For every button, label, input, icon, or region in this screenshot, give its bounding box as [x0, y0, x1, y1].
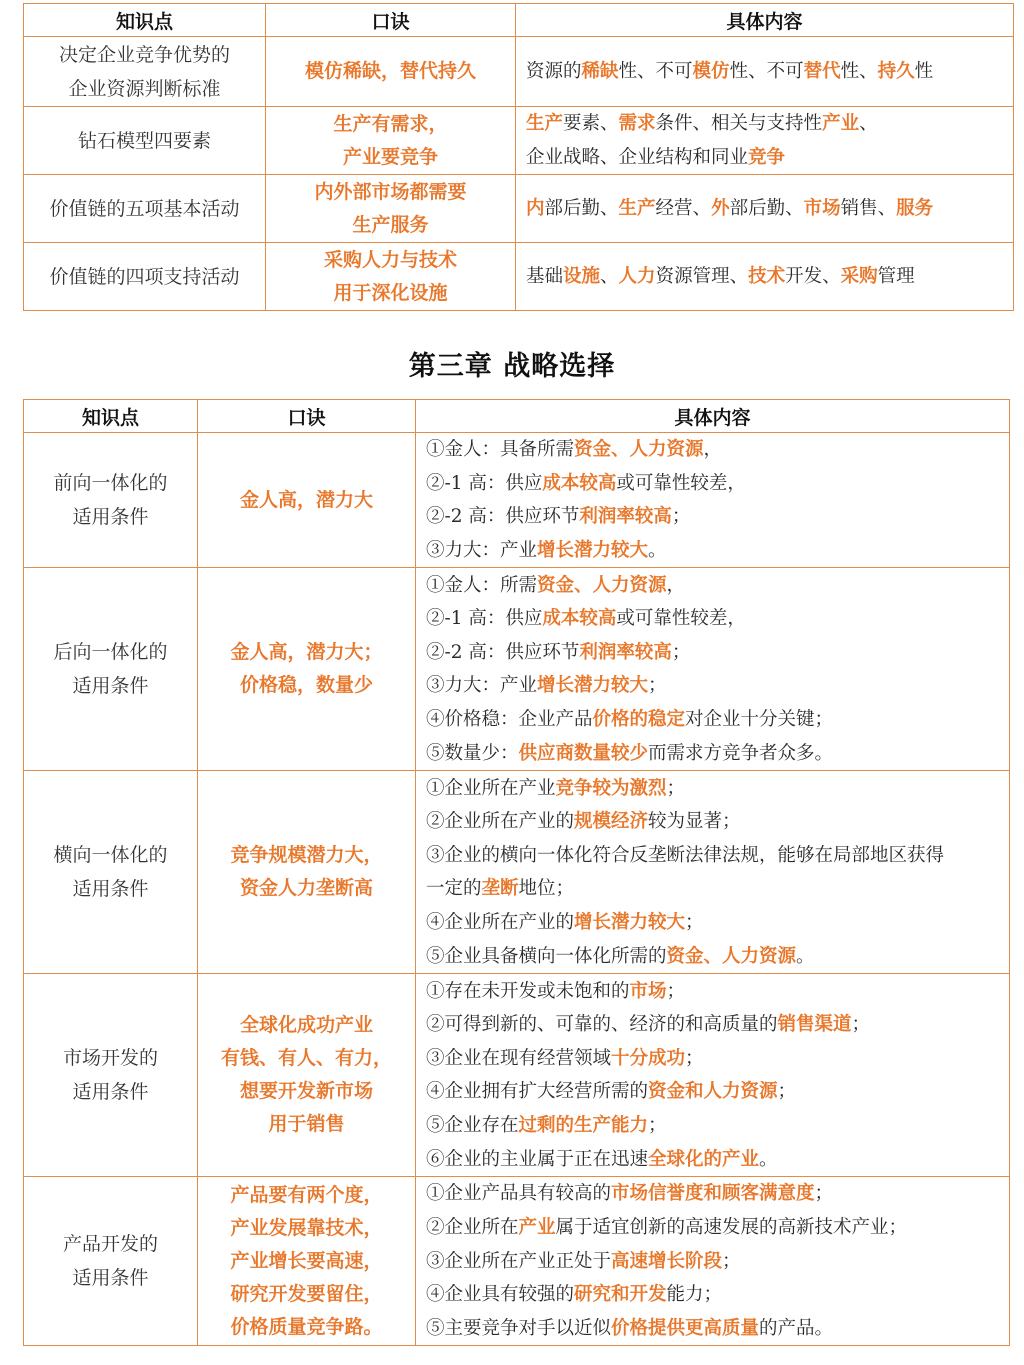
content-text: 部后勤、 [544, 197, 619, 219]
table-row [24, 433, 1010, 568]
content-text: 管理 [877, 265, 915, 287]
topic-line: 适用条件 [72, 1081, 149, 1104]
highlight-text: 模仿 [692, 60, 730, 82]
content-line [426, 1177, 1009, 1211]
content-line [426, 805, 1009, 839]
content-text: 的产品。 [759, 1317, 834, 1339]
highlight-text: 资金和人力资源 [648, 1081, 778, 1103]
content-line [426, 1312, 1009, 1346]
mnemonic-line: 产品要有两个度， [230, 1183, 383, 1206]
highlight-text: 需求 [618, 113, 656, 134]
mnemonic-cell [198, 1177, 416, 1346]
content-text: ④价格稳：企业产品 [426, 708, 593, 730]
highlight-text: 竞争较为激烈 [555, 777, 667, 799]
topic-line: 价值链的四项支持活动 [49, 265, 240, 288]
mnemonic-line: 产业发展靠技术， [230, 1216, 383, 1239]
content-line [526, 260, 1013, 294]
topic-line: 后向一体化的 [53, 641, 168, 664]
topic-cell [24, 433, 198, 568]
content-text: 经营、 [655, 197, 712, 219]
highlight-text: 资金、人力资源 [574, 439, 704, 460]
mnemonic-line: 金人高，潜力大； [230, 641, 383, 664]
content-line [426, 1075, 1009, 1109]
content-text: ⑤主要竞争对手以近似 [426, 1317, 612, 1339]
header-topic: 知识点 [24, 4, 266, 37]
mnemonic-cell [198, 433, 416, 568]
highlight-text: 产业 [518, 1216, 556, 1238]
topic-cell [24, 1177, 198, 1346]
content-text: ②企业所在 [426, 1216, 519, 1238]
topic-line: 钻石模型四要素 [77, 129, 211, 152]
topic-line: 适用条件 [72, 675, 149, 698]
topic-line: 适用条件 [72, 878, 149, 901]
content-text: ④企业所在产业的 [426, 911, 575, 933]
topic-line: 价值链的五项基本活动 [49, 197, 240, 220]
mnemonic-line: 资金人力垄断高 [239, 877, 373, 900]
content-text: ③企业的横向一体化符合反垄断法律法规，能够在局部地区获得 [426, 844, 945, 866]
highlight-text: 市场 [803, 197, 841, 219]
content-text: ②-1 高：供应 [426, 608, 543, 630]
content-line [426, 703, 1009, 737]
content-line [426, 839, 1009, 873]
highlight-text: 规模经济 [574, 811, 649, 833]
highlight-text: 采购 [840, 265, 878, 287]
content-text: 性、不可 [618, 60, 693, 82]
highlight-text: 设施 [563, 265, 601, 287]
content-line [526, 107, 1013, 141]
content-text: ②可得到新的、可靠的、经济的和高质量的 [426, 1014, 778, 1036]
content-text: ①企业所在产业 [426, 777, 556, 799]
content-text: ④企业具有较强的 [426, 1284, 575, 1306]
content-text: ①企业产品具有较高的 [426, 1183, 612, 1205]
highlight-text: 市场 [629, 980, 667, 1002]
highlight-text: 供应商数量较少 [518, 742, 649, 764]
highlight-text: 高速增长阶段 [611, 1250, 723, 1272]
content-text: 条件、相关与支持性 [655, 113, 823, 134]
highlight-text: 利润率较高 [579, 641, 672, 663]
content-line [426, 872, 1009, 906]
highlight-text: 内 [526, 197, 545, 219]
topic-line: 适用条件 [72, 506, 149, 529]
content-text: ； [851, 1014, 871, 1036]
content-cell [516, 175, 1014, 243]
highlight-text: 垄断 [481, 878, 519, 900]
content-line [426, 906, 1009, 940]
content-line [426, 1042, 1009, 1076]
content-cell [516, 243, 1014, 311]
content-line [526, 192, 1013, 226]
content-text: 、 [859, 113, 878, 134]
content-text: 能力； [666, 1284, 723, 1306]
content-text: 或可靠性较差， [616, 608, 746, 630]
highlight-text: 竞争 [748, 146, 786, 168]
content-text: 部后勤、 [729, 197, 804, 219]
content-text: ； [666, 777, 686, 799]
content-text: ； [648, 1114, 667, 1136]
highlight-text: 外 [711, 197, 730, 219]
highlight-text: 增长潜力较大 [537, 539, 649, 561]
content-line [426, 433, 1009, 467]
table-row [24, 568, 1010, 771]
topic-cell [24, 175, 266, 243]
table-row [24, 37, 1014, 107]
content-text: ①金人：具备所需 [426, 439, 575, 460]
highlight-text: 产业 [822, 113, 860, 134]
content-text: 性、不可 [729, 60, 804, 82]
content-text: 较为显著； [648, 811, 741, 833]
topic-line: 适用条件 [72, 1267, 149, 1290]
content-text: ⑤企业存在 [426, 1114, 519, 1136]
content-text: ①存在未开发或未饱和的 [426, 980, 630, 1002]
highlight-text: 生产 [618, 197, 656, 219]
content-text: ②-2 高：供应环节 [426, 506, 580, 528]
content-line [426, 636, 1009, 670]
content-text: ④企业拥有扩大经营所需的 [426, 1081, 649, 1103]
content-text: 、 [600, 265, 619, 287]
content-text: ①金人：所需 [426, 574, 538, 596]
mnemonic-cell [266, 175, 516, 243]
content-text: 要素、 [563, 113, 619, 134]
content-cell [416, 771, 1010, 974]
highlight-text: 增长潜力较大 [537, 675, 649, 697]
content-text: 开发、 [785, 265, 841, 287]
topic-cell [24, 243, 266, 311]
content-text: 对企业十分关键； [685, 708, 834, 730]
mnemonic-cell [266, 107, 516, 175]
topic-cell [24, 974, 198, 1177]
highlight-text: 人力 [618, 265, 656, 287]
content-text: 而需求方竞争者众多。 [648, 742, 834, 764]
content-text: 属于适宜创新的高速发展的高新技术产业； [555, 1216, 908, 1238]
table-row [24, 1177, 1010, 1346]
highlight-text: 利润率较高 [579, 506, 672, 528]
table-header-row [24, 400, 1010, 433]
content-text: 地位； [518, 878, 575, 900]
content-text: ③力大：产业 [426, 539, 538, 561]
content-text: ③企业在现有经营领域 [426, 1047, 612, 1069]
mnemonic-line: 用于深化设施 [333, 281, 448, 304]
highlight-text: 增长潜力较大 [574, 911, 686, 933]
content-text: ②企业所在产业的 [426, 811, 575, 833]
content-line [426, 569, 1009, 603]
chapter-title: 第三章 战略选择 [408, 351, 616, 382]
content-line [426, 940, 1009, 974]
content-text: ③企业所在产业正处于 [426, 1250, 612, 1272]
mnemonic-line: 竞争规模潜力大， [230, 844, 383, 867]
content-text: ； [666, 980, 686, 1002]
highlight-text: 价格提供更高质量 [611, 1317, 760, 1339]
topic-cell [24, 771, 198, 974]
mnemonic-line: 产业要竞争 [342, 145, 438, 168]
content-text: ⑤数量少： [426, 742, 519, 764]
highlight-text: 成本较高 [542, 472, 617, 494]
highlight-text: 研究和开发 [574, 1284, 667, 1306]
content-text: ； [777, 1081, 797, 1103]
content-text: ； [685, 1047, 704, 1069]
header-content: 具体内容 [416, 400, 1010, 433]
content-line [426, 772, 1009, 806]
content-text: ③力大：产业 [426, 675, 538, 697]
content-text: 或可靠性较差， [616, 472, 746, 494]
table-row [24, 175, 1014, 243]
topic-line: 市场开发的 [62, 1047, 158, 1070]
topic-cell [24, 107, 266, 175]
topic-line: 横向一体化的 [53, 844, 168, 867]
highlight-text: 生产 [526, 113, 564, 134]
mnemonic-line: 全球化成功产业 [239, 1014, 373, 1037]
content-text: ⑤企业具备横向一体化所需的 [426, 945, 667, 967]
mnemonic-line: 价格质量竞争路。 [230, 1315, 383, 1338]
content-line [426, 737, 1009, 771]
topic-line: 决定企业竞争优势的 [58, 43, 230, 66]
content-text: 性、 [840, 60, 878, 82]
topic-line: 前向一体化的 [53, 472, 168, 495]
content-text: 基础 [526, 265, 564, 287]
topic-cell [24, 37, 266, 107]
content-line [526, 141, 1013, 175]
content-text: ； [671, 641, 691, 663]
highlight-text: 服务 [896, 197, 934, 219]
header-content: 具体内容 [516, 4, 1014, 37]
content-line [426, 975, 1009, 1009]
mnemonic-line: 产业增长要高速， [230, 1249, 383, 1272]
content-text: ②-2 高：供应环节 [426, 641, 580, 663]
mnemonic-line: 想要开发新市场 [239, 1080, 373, 1103]
mnemonic-cell [198, 771, 416, 974]
mnemonic-line: 模仿稀缺，替代持久 [304, 60, 476, 82]
mnemonic-cell [198, 974, 416, 1177]
table-row [24, 243, 1014, 311]
content-text: 。 [796, 945, 815, 967]
highlight-text: 替代 [803, 60, 841, 82]
content-text: 销售、 [840, 197, 897, 219]
mnemonic-cell [266, 243, 516, 311]
content-text: 资源管理、 [655, 265, 749, 287]
mnemonic-cell [266, 37, 516, 107]
content-text: ； [722, 1250, 741, 1272]
content-cell [416, 1177, 1010, 1346]
content-text: 。 [759, 1148, 778, 1170]
content-text: 资源的 [526, 60, 582, 82]
content-line [426, 1008, 1009, 1042]
content-cell [516, 37, 1014, 107]
topic-line: 企业资源判断标准 [68, 77, 221, 100]
content-cell [416, 568, 1010, 771]
content-text: ； [685, 911, 704, 933]
mnemonic-cell [198, 568, 416, 771]
content-text: ， [666, 574, 686, 596]
mnemonic-line: 价格稳，数量少 [239, 674, 373, 697]
mnemonic-line: 采购人力与技术 [323, 248, 457, 271]
table-row [24, 974, 1010, 1177]
highlight-text: 持久 [877, 60, 915, 82]
highlight-text: 全球化的产业 [648, 1148, 760, 1170]
content-text: ； [671, 506, 691, 528]
mnemonic-line: 内外部市场都需要 [314, 180, 467, 203]
header-mnemonic: 口诀 [198, 400, 416, 433]
resource-table [23, 3, 1014, 311]
content-cell [516, 107, 1014, 175]
highlight-text: 市场信誉度和顾客满意度 [611, 1183, 815, 1205]
mnemonic-line: 生产服务 [352, 213, 429, 236]
mnemonic-line: 用于销售 [268, 1113, 345, 1136]
content-text: 一定的 [426, 878, 482, 900]
mnemonic-line: 研究开发要留住， [230, 1282, 383, 1305]
highlight-text: 价格的稳定 [592, 708, 686, 730]
content-text: 企业战略、企业结构和同业 [526, 146, 749, 168]
table-row [24, 107, 1014, 175]
table-header-row [24, 4, 1014, 37]
content-line [426, 1245, 1009, 1279]
content-line [426, 534, 1009, 568]
content-line [426, 1109, 1009, 1143]
highlight-text: 销售渠道 [777, 1014, 852, 1036]
highlight-text: 资金、人力资源 [537, 574, 667, 596]
content-text: 性 [914, 60, 934, 82]
highlight-text: 技术 [748, 265, 786, 287]
mnemonic-line: 有钱、有人、有力， [220, 1047, 392, 1070]
content-line [426, 500, 1009, 534]
content-line [426, 1211, 1009, 1245]
highlight-text: 稀缺 [581, 60, 619, 82]
content-line [426, 669, 1009, 703]
content-line [426, 602, 1009, 636]
content-text: ； [814, 1183, 834, 1205]
header-mnemonic: 口诀 [266, 4, 516, 37]
highlight-text: 成本较高 [542, 608, 617, 630]
highlight-text: 资金、人力资源 [666, 945, 797, 967]
strategy-table [23, 399, 1010, 1346]
content-line [426, 1278, 1009, 1312]
highlight-text: 十分成功 [611, 1047, 686, 1069]
content-text: 。 [648, 539, 667, 561]
content-text: ⑥企业的主业属于正在迅速 [426, 1148, 649, 1170]
topic-line: 产品开发的 [62, 1233, 158, 1256]
content-text: ， [703, 439, 723, 460]
content-cell [416, 433, 1010, 568]
content-text: ； [648, 675, 667, 697]
content-line [526, 55, 1013, 89]
content-text: ②-1 高：供应 [426, 472, 543, 494]
content-line [426, 1143, 1009, 1177]
content-line [426, 467, 1009, 501]
content-cell [416, 974, 1010, 1177]
highlight-text: 过剩的生产能力 [518, 1114, 649, 1136]
mnemonic-line: 生产有需求， [333, 112, 448, 135]
topic-cell [24, 568, 198, 771]
header-topic: 知识点 [24, 400, 198, 433]
mnemonic-line: 金人高，潜力大 [239, 488, 373, 511]
table-row [24, 771, 1010, 974]
